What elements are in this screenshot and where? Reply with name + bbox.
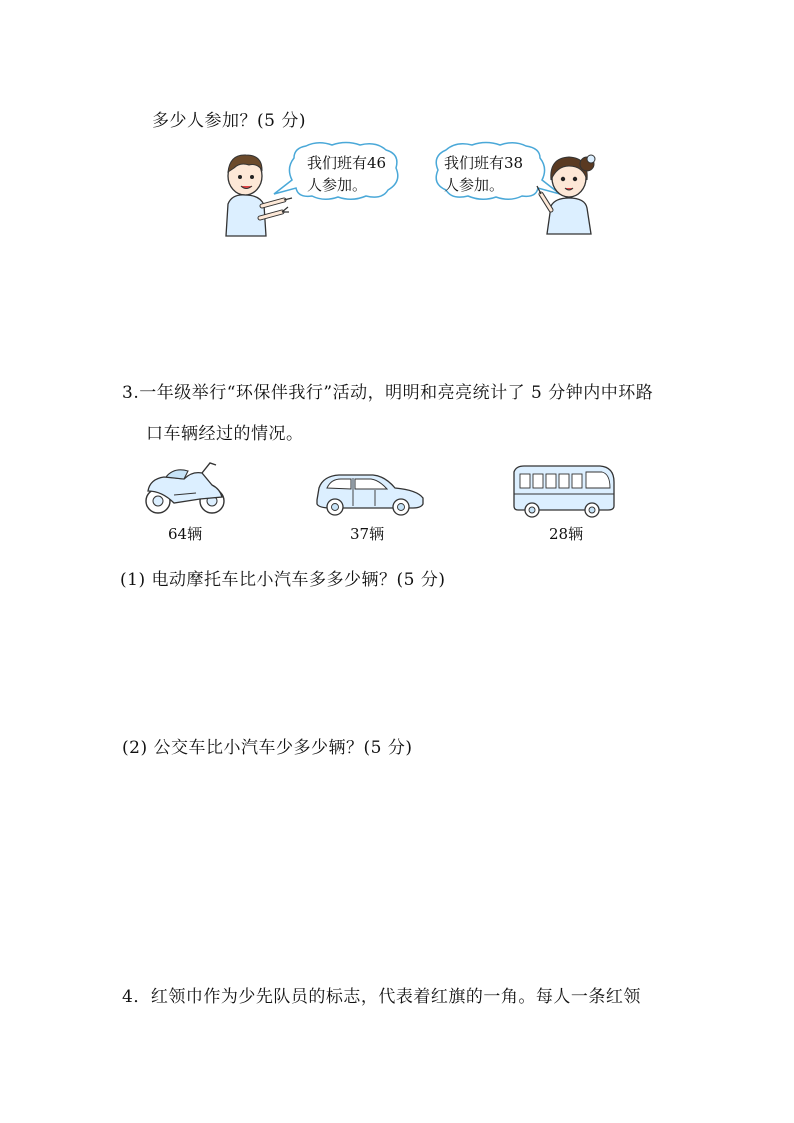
question-2-tail: 多少人参加？(5 分)	[152, 111, 306, 131]
speech-text-girl	[444, 152, 523, 196]
motorcycle-count: 64辆	[168, 525, 203, 543]
question-3-sub2: (2) 公交车比小汽车少多少辆？(5 分)	[122, 738, 413, 758]
speech-girl-line1: 我们班有38	[444, 154, 524, 172]
question-3-sub1: (1) 电动摩托车比小汽车多多少辆？(5 分)	[120, 570, 446, 590]
motorcycle-illustration	[144, 461, 228, 517]
speech-girl-line2: 人参加。	[444, 176, 505, 194]
speech-boy-line1: 我们班有46	[307, 154, 387, 172]
bus-count: 28辆	[549, 525, 584, 543]
car-illustration	[313, 470, 427, 516]
speech-text-boy	[307, 152, 386, 196]
bus-illustration	[510, 462, 618, 520]
question-4-line1: 4．红领巾作为少先队员的标志，代表着红旗的一角。每人一条红领	[122, 987, 641, 1007]
girl-illustration	[535, 150, 605, 238]
question-3-line2: 口车辆经过的情况。	[146, 424, 304, 444]
speech-boy-line2: 人参加。	[307, 176, 368, 194]
car-count: 37辆	[350, 525, 385, 543]
question-3-line1: 3.一年级举行“环保伴我行”活动，明明和亮亮统计了 5 分钟内中环路	[122, 383, 654, 403]
